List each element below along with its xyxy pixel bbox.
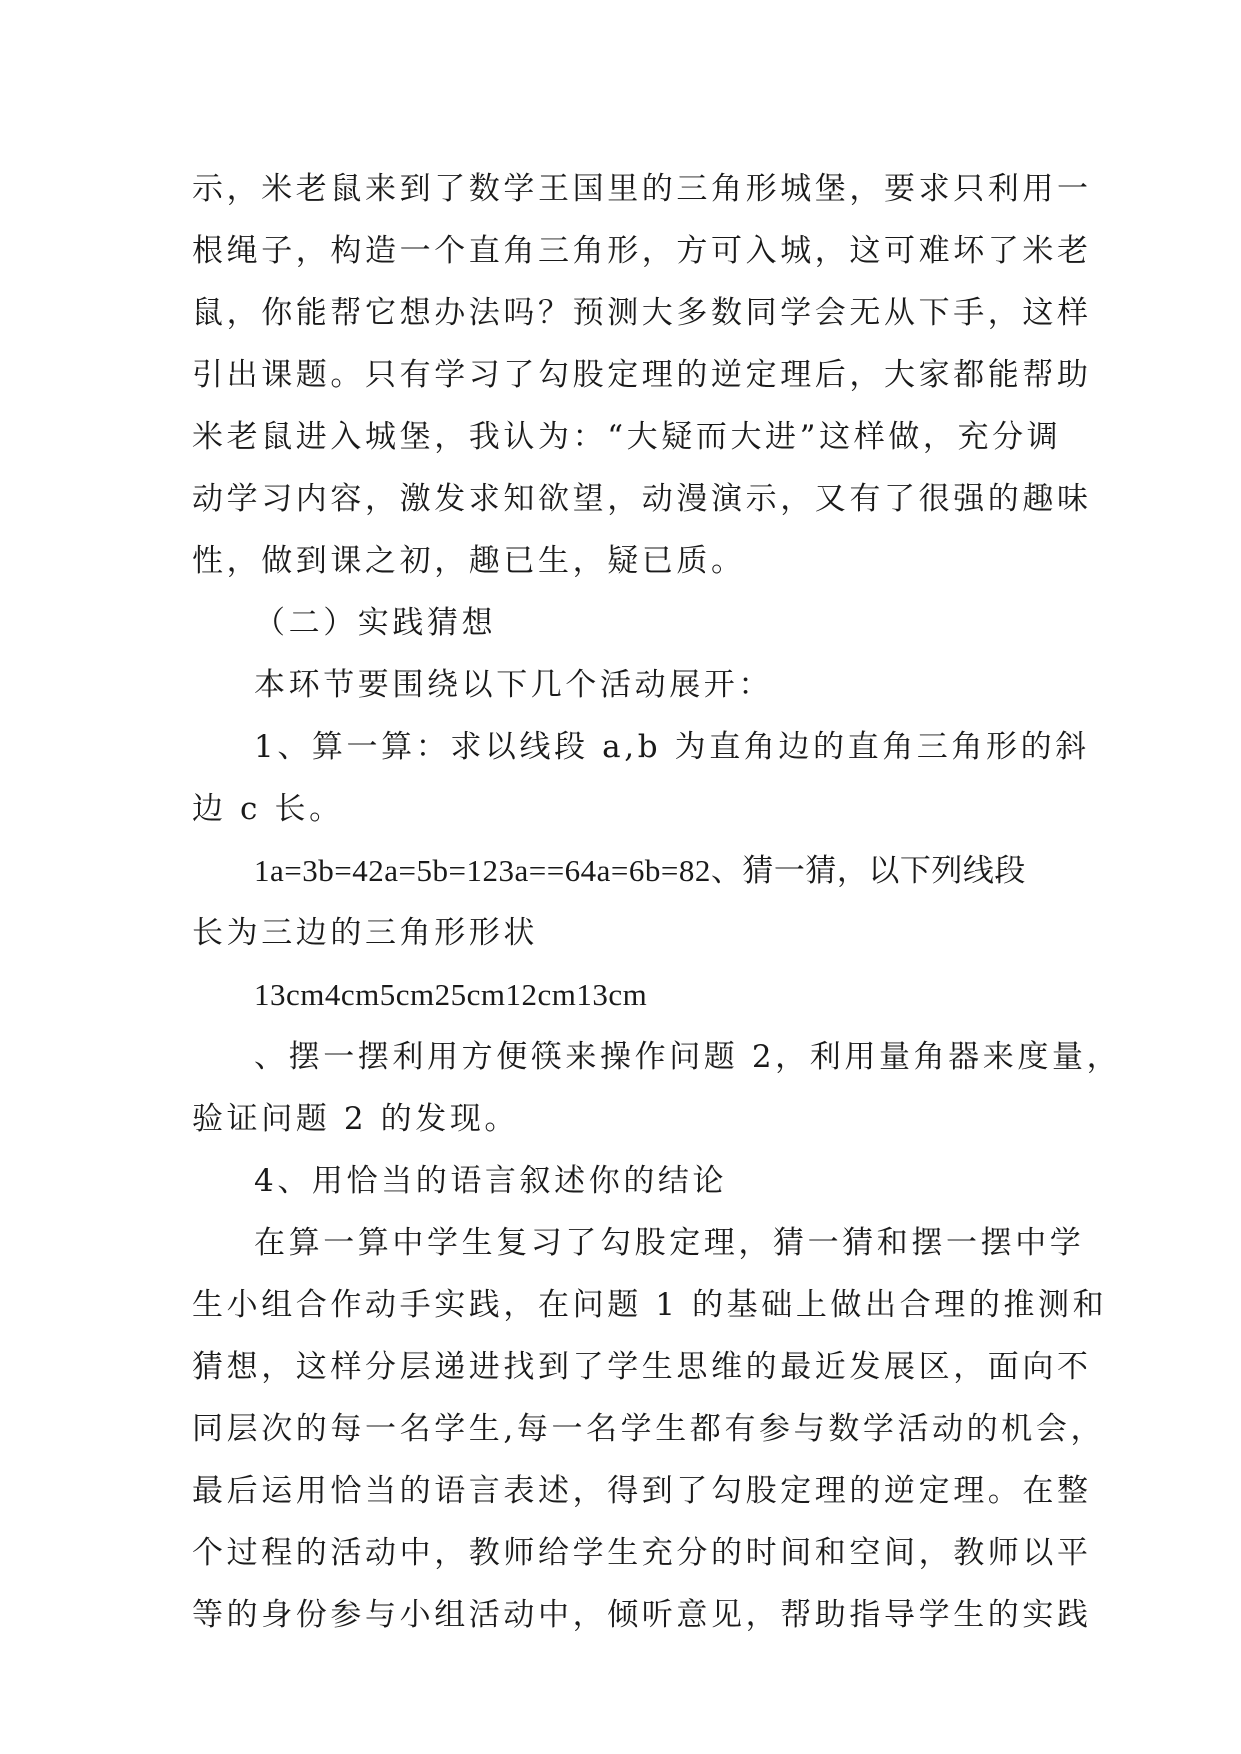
text-line: 在算一算中学生复习了勾股定理，猜一猜和摆一摆中学 (254, 1225, 1085, 1261)
text-line: 动学习内容，激发求知欲望，动漫演示，又有了很强的趣味 (192, 481, 1092, 517)
text-line: 示，米老鼠来到了数学王国里的三角形城堡，要求只利用一 (192, 171, 1092, 207)
text-line: 猜想，这样分层递进找到了学生思维的最近发展区，面向不 (192, 1349, 1092, 1385)
text-line: 本环节要围绕以下几个活动展开： (254, 667, 773, 703)
text-line: 最后运用恰当的语言表述，得到了勾股定理的逆定理。在整 (192, 1473, 1092, 1509)
document-body (192, 158, 1122, 1646)
text-line: 4、用恰当的语言叙述你的结论 (254, 1163, 728, 1199)
text-line: 个过程的活动中，教师给学生充分的时间和空间，教师以平 (192, 1535, 1092, 1571)
text-line: 生小组合作动手实践，在问题 1 的基础上做出合理的推测和 (192, 1287, 1108, 1323)
text-line: 根绳子，构造一个直角三角形，方可入城，这可难坏了米老 (192, 233, 1092, 269)
text-line: 、摆一摆利用方便筷来操作问题 2，利用量角器来度量， (254, 1039, 1122, 1075)
text-line: 同层次的每一名学生,每一名学生都有参与数学活动的机会， (192, 1411, 1106, 1447)
text-line: 1、算一算：求以线段 a,b 为直角边的直角三角形的斜 (254, 729, 1090, 765)
section-heading: （二）实践猜想 (254, 605, 497, 641)
text-line: 验证问题 2 的发现。 (192, 1101, 520, 1137)
text-line: 等的身份参与小组活动中，倾听意见，帮助指导学生的实践 (192, 1597, 1092, 1633)
text-line: 鼠，你能帮它想办法吗？预测大多数同学会无从下手，这样 (192, 295, 1092, 331)
text-line: 长为三边的三角形形状 (192, 915, 538, 951)
text-line: 13cm4cm5cm25cm12cm13cm (254, 977, 648, 1012)
text-line: 边 c 长。 (192, 791, 344, 827)
text-line: 米老鼠进入城堡，我认为：“大疑而大进”这样做，充分调 (192, 419, 1062, 455)
text-line: 引出课题。只有学习了勾股定理的逆定理后，大家都能帮助 (192, 357, 1092, 393)
text-line: 1a=3b=42a=5b=123a==64a=6b=82、猜一猜，以下列线段 (254, 853, 1026, 888)
text-line: 性，做到课之初，趣已生，疑已质。 (192, 543, 746, 579)
